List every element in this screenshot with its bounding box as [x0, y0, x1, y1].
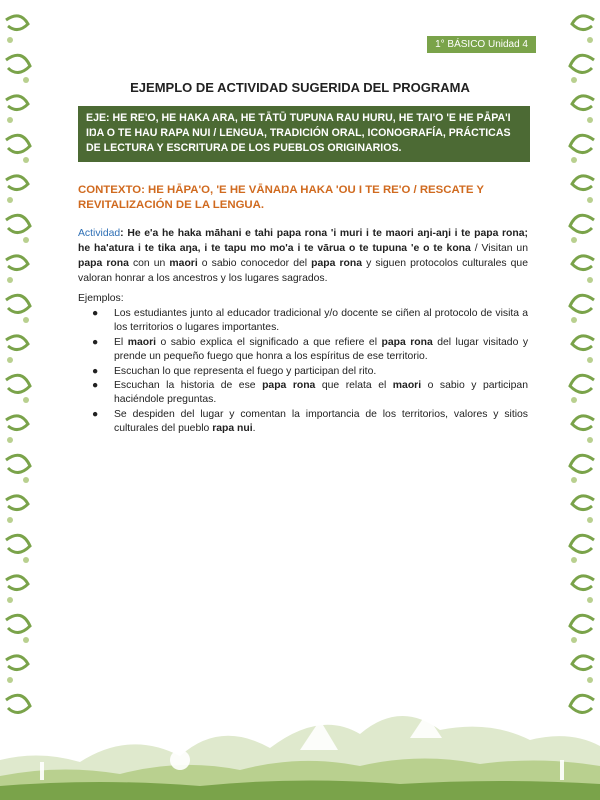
grade-unit-badge: 1° BÁSICO Unidad 4: [427, 36, 536, 53]
list-item-text: El: [114, 336, 128, 348]
actividad-text: y siguen protocolos culturales que valoran honrar a los ancestros y los lugares sagrados.: [78, 258, 528, 284]
list-item-bold: maori: [392, 380, 422, 392]
bullet-icon: ●: [92, 336, 99, 348]
list-item: [78, 307, 528, 336]
contexto-heading: CONTEXTO: HE HĀPA'O, 'E HE VĀNAŊA HAKA 'OU I TE RE'O / RESCATE Y REVITALIZACIÓN DE LA LENGUA.: [78, 184, 484, 211]
list-item-text: Se despiden del lugar y comentan la importancia de los territorios, valores y sitios culturales del pueblo: [114, 408, 528, 435]
list-item-bold: papa rona: [381, 336, 433, 348]
list-item-text: Escuchan la historia de ese: [114, 380, 263, 392]
actividad-text: / Visitan un: [470, 243, 528, 254]
landscape-illustration: [0, 690, 600, 800]
list-item-bold: papa rona: [262, 380, 316, 392]
ejemplos-heading: Ejemplos:: [78, 293, 124, 304]
list-item-text: que relata el: [315, 380, 393, 392]
list-item: [78, 379, 528, 408]
actividad-rapanui-text: He e'a he haka māhani e tahi papa rona 'i muri i te maori aŋi-aŋi i te papa rona; he ha'atura i te tika aŋa, i te tapu mo mo'a i te vārua o te tupuna 'e o te kona: [78, 228, 528, 254]
actividad-paragraph: [78, 226, 528, 286]
page-title: EJEMPLO DE ACTIVIDAD SUGERIDA DEL PROGRAMA: [130, 80, 470, 95]
bullet-icon: ●: [92, 308, 99, 319]
decorative-border-right: [564, 0, 600, 800]
eje-box: EJE: HE RE'O, HE HAKA ARA, HE TĀTŪ TUPUNA RAU HURU, HE TAI'O 'E HE PĀPA'I IŊA O TE HAU RAPA NUI / LENGUA, TRADICIÓN ORAL, ICONOGRAFÍA, PRÁCTICAS DE LECTURA Y ESCRITURA DE LOS PUEBLOS ORIGINARIOS.: [78, 106, 530, 162]
list-item-bold: maori: [127, 336, 157, 348]
list-item-text: Los estudiantes junto al educador tradicional y/o docente se ciñen al protocolo de visita a los territorios o lugares importantes.: [114, 308, 528, 334]
list-item-text: Escuchan lo que representa el fuego y participan del rito.: [114, 365, 377, 377]
actividad-bold: papa rona: [78, 258, 129, 269]
actividad-label: Actividad: [78, 228, 121, 239]
ejemplos-list: [78, 307, 528, 437]
actividad-bold: papa rona: [311, 258, 363, 269]
actividad-colon: :: [120, 228, 128, 239]
list-item-text: o sabio y participan haciéndole preguntas.: [114, 380, 528, 406]
list-item-text: o sabio explica el significado a que refiere el: [156, 336, 382, 348]
actividad-bold: maori: [169, 258, 198, 269]
actividad-text: con un: [128, 258, 170, 269]
bullet-icon: ●: [92, 380, 99, 392]
list-item: [78, 336, 528, 365]
list-item: [78, 365, 528, 379]
bullet-icon: ●: [92, 365, 99, 377]
bullet-icon: ●: [92, 408, 99, 420]
list-item-text: .: [252, 423, 256, 435]
list-item: [78, 408, 528, 437]
list-item-bold: rapa nui: [212, 423, 253, 435]
list-item-text: del lugar visitado y prende un pequeño fuego que honra a los espíritus de ese territorio.: [114, 336, 529, 363]
actividad-text: o sabio conocedor del: [197, 258, 312, 269]
decorative-border-left: [0, 0, 36, 800]
